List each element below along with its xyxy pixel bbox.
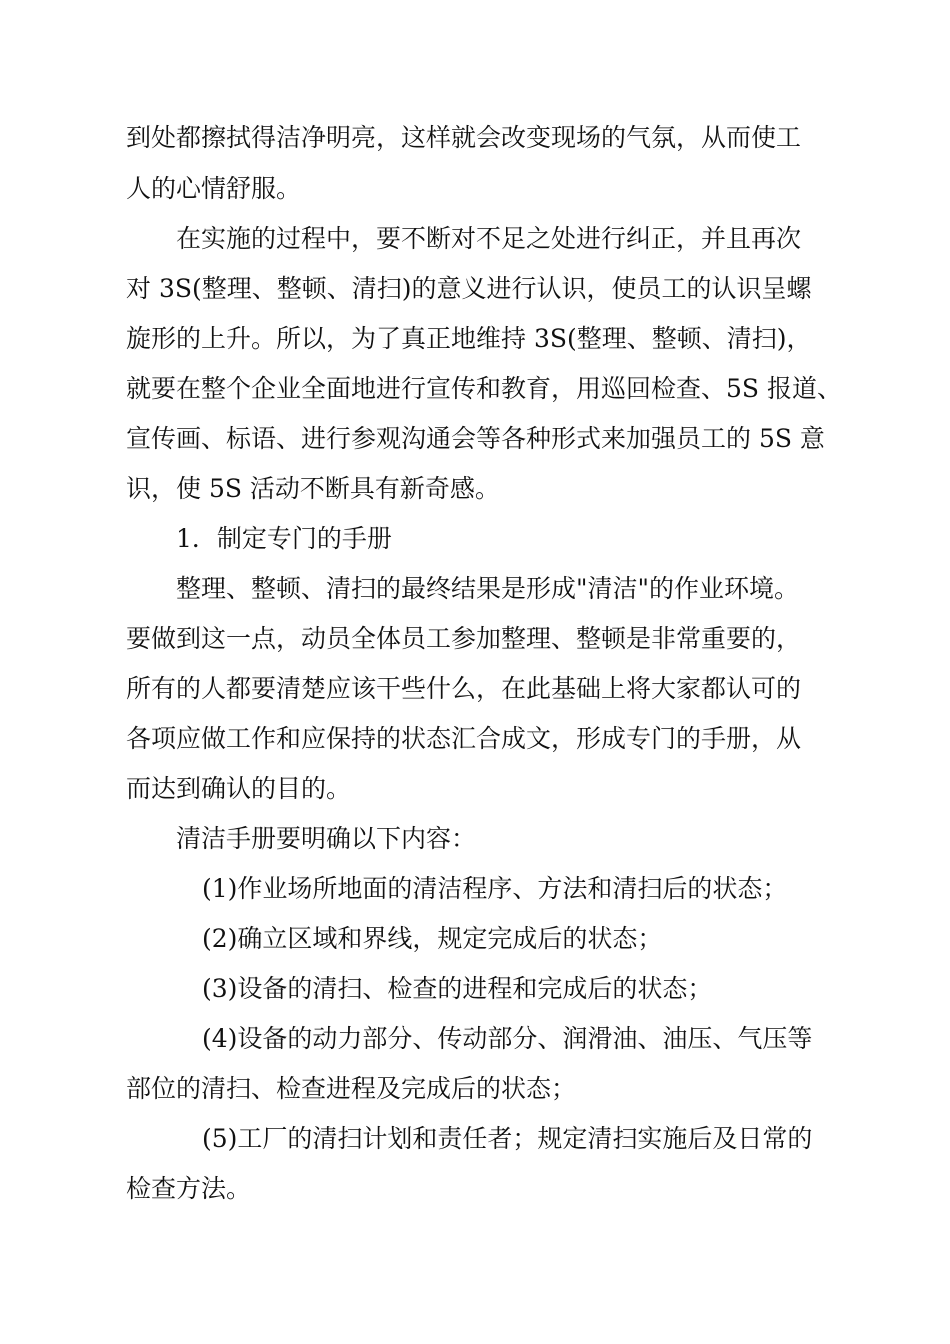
- text-line: 旋形的上升。所以，为了真正地维持 3S(整理、整顿、清扫)，: [126, 324, 812, 353]
- text-line: 清洁手册要明确以下内容：: [176, 824, 477, 853]
- list-item: (2)确立区域和界线，规定完成后的状态；: [202, 924, 663, 953]
- list-item: (1)作业场所地面的清洁程序、方法和清扫后的状态；: [202, 874, 788, 903]
- text-line: 宣传画、标语、进行参观沟通会等各种形式来加强员工的 5S 意: [126, 424, 825, 453]
- text-line: 各项应做工作和应保持的状态汇合成文，形成专门的手册，从: [126, 724, 802, 753]
- list-item: (3)设备的清扫、检查的进程和完成后的状态；: [202, 974, 713, 1003]
- text-line: 在实施的过程中，要不断对不足之处进行纠正，并且再次: [176, 224, 802, 253]
- text-line: 识，使 5S 活动不断具有新奇感。: [126, 474, 500, 503]
- text-line: 而达到确认的目的。: [126, 774, 352, 803]
- text-line: 整理、整顿、清扫的最终结果是形成"清洁"的作业环境。: [176, 574, 800, 603]
- text-line: 就要在整个企业全面地进行宣传和教育，用巡回检查、5S 报道、: [126, 374, 842, 403]
- list-item-continuation: 检查方法。: [126, 1174, 252, 1203]
- list-item: (5)工厂的清扫计划和责任者；规定清扫实施后及日常的: [202, 1124, 813, 1153]
- list-item-continuation: 部位的清扫、检查进程及完成后的状态；: [126, 1074, 577, 1103]
- list-item: (4)设备的动力部分、传动部分、润滑油、油压、气压等: [202, 1024, 813, 1053]
- text-line: 对 3S(整理、整顿、清扫)的意义进行认识，使员工的认识呈螺: [126, 274, 812, 303]
- text-line: 人的心情舒服。: [126, 174, 302, 203]
- section-heading: 1．制定专门的手册: [176, 524, 392, 553]
- text-line: 所有的人都要清楚应该干些什么，在此基础上将大家都认可的: [126, 674, 802, 703]
- text-line: 要做到这一点，动员全体员工参加整理、整顿是非常重要的，: [126, 624, 802, 653]
- text-line: 到处都擦拭得洁净明亮，这样就会改变现场的气氛，从而使工: [126, 123, 802, 152]
